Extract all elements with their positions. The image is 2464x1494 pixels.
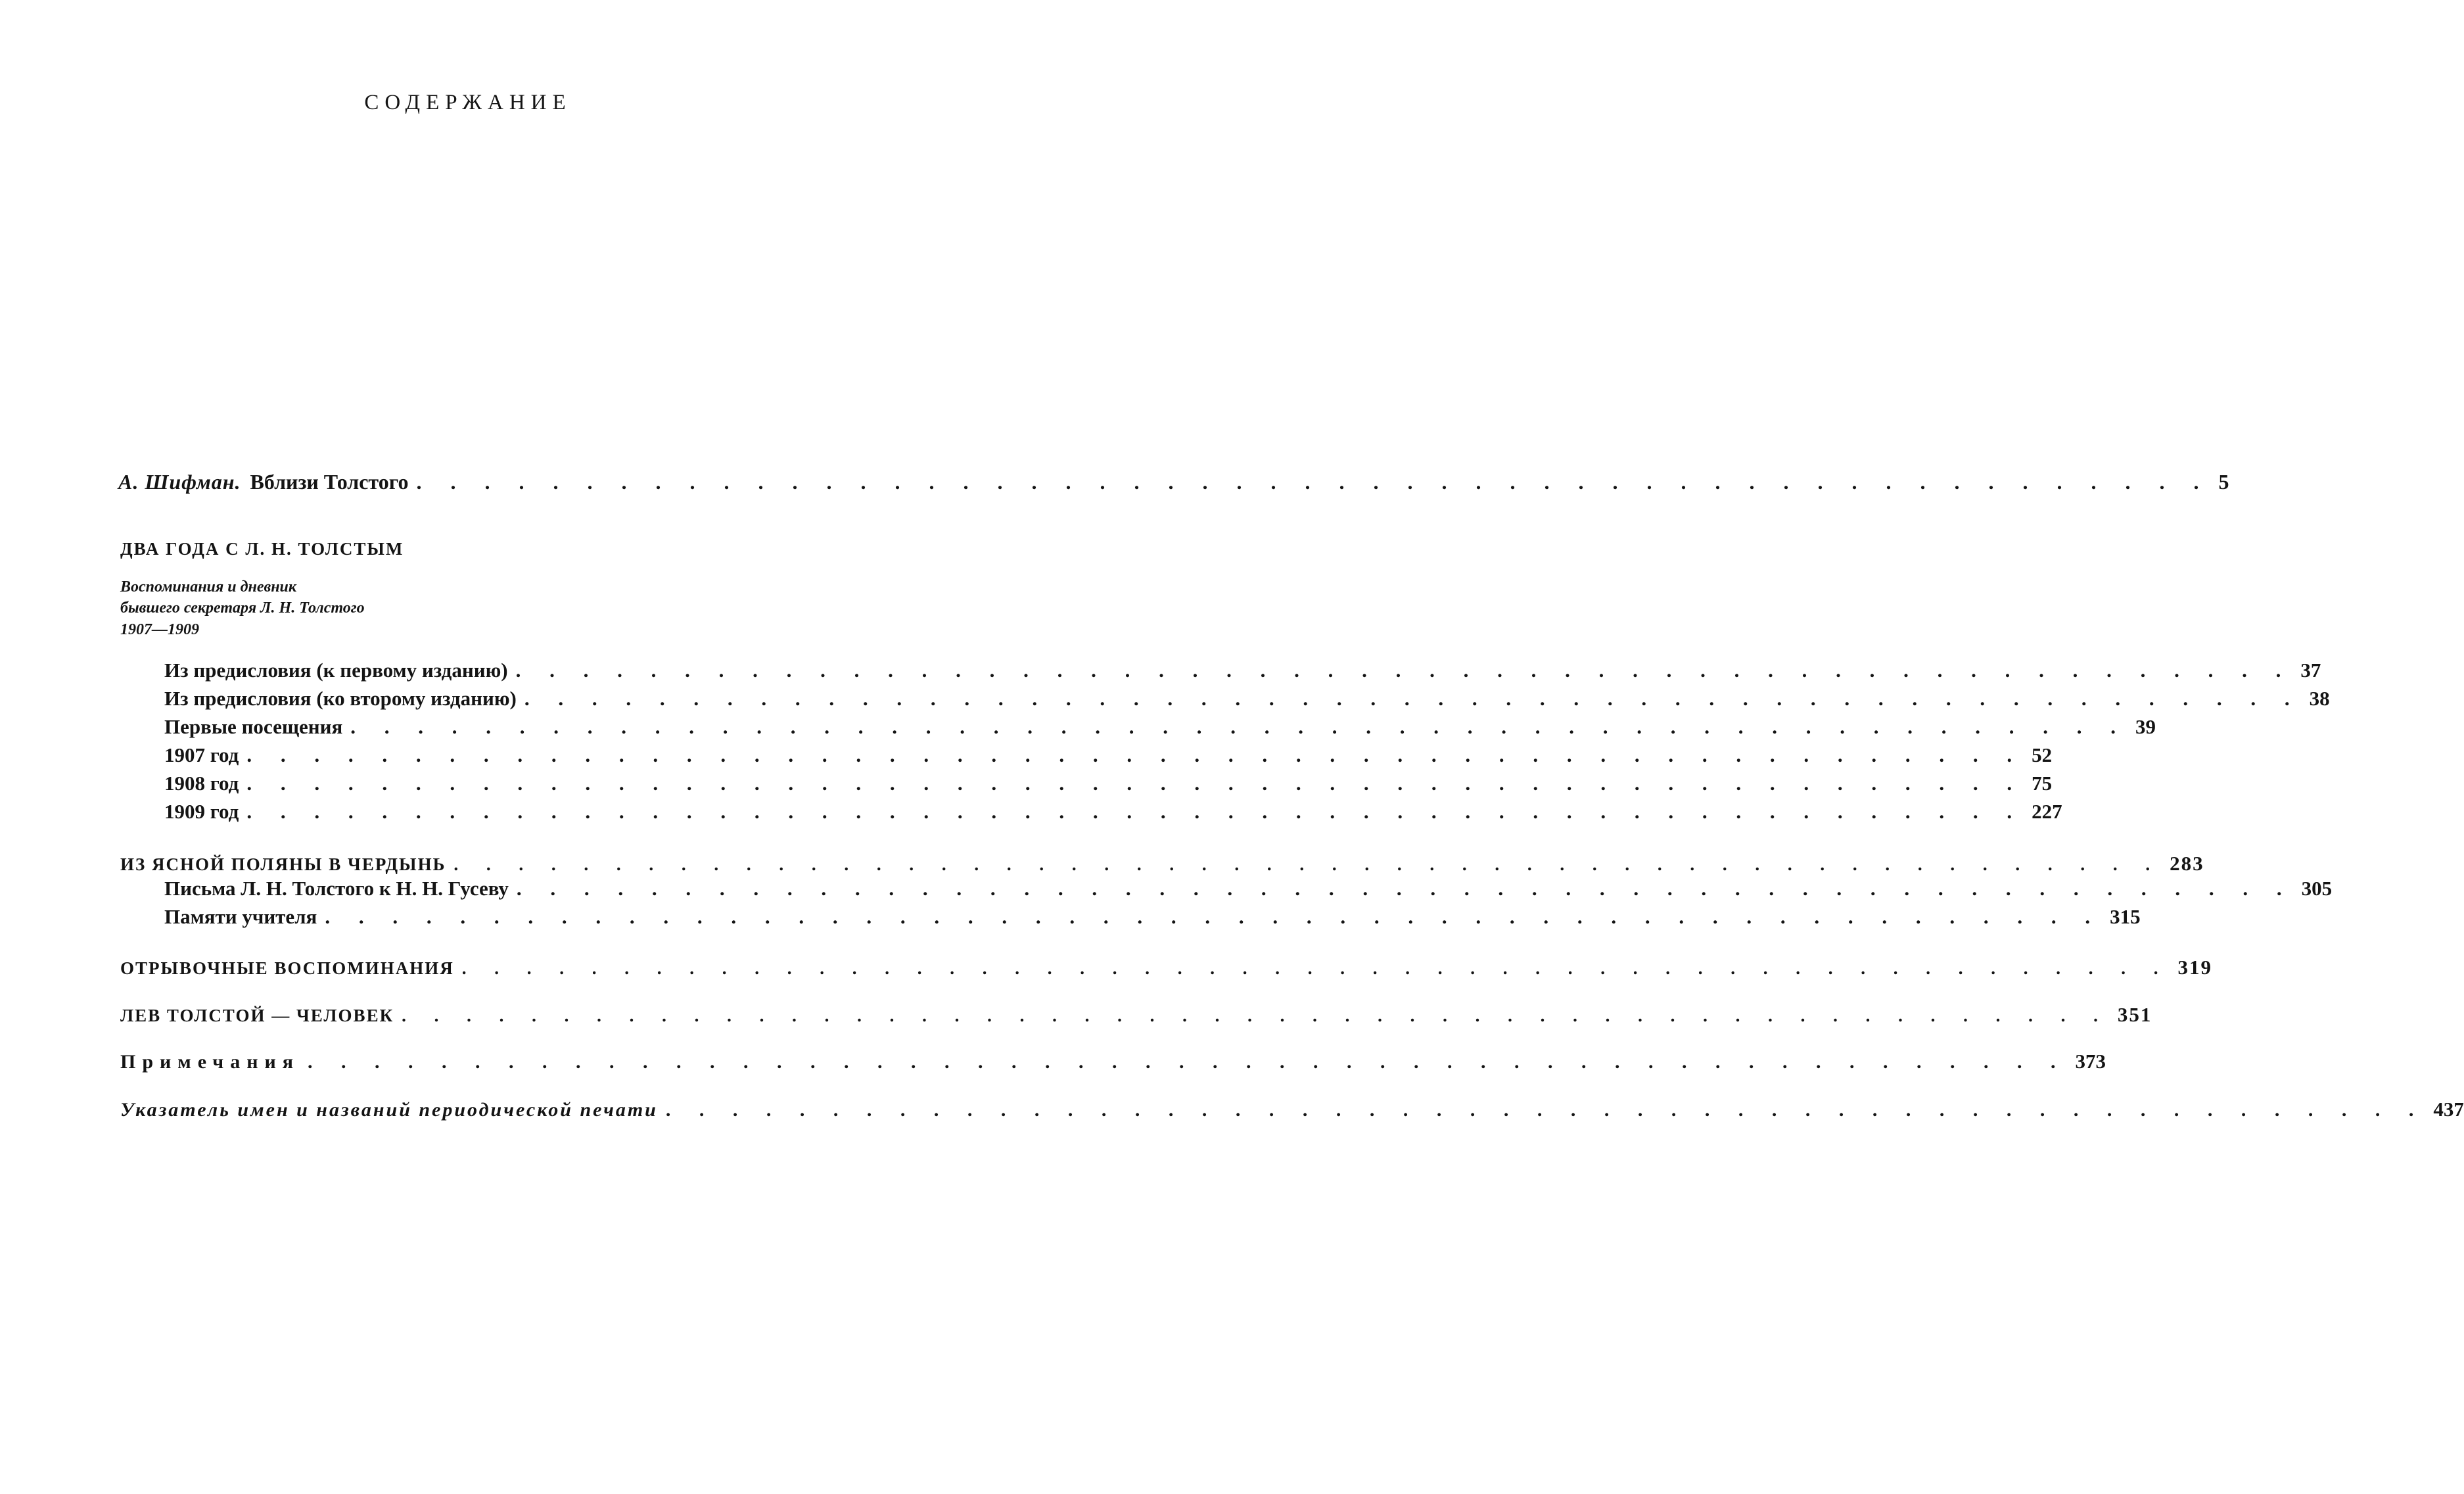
toc-entry-title: 1909 год xyxy=(164,800,239,823)
toc-entry-title: 1908 год xyxy=(164,772,239,795)
page-number: 39 xyxy=(2135,715,2156,738)
toc-entry-title: Из предисловия (ко второму изданию) xyxy=(164,687,517,710)
toc-entry[interactable] xyxy=(164,687,2330,711)
page-number: 38 xyxy=(2309,687,2330,710)
toc-entry[interactable] xyxy=(164,659,2321,682)
toc-entry-title: Указатель имен и названий периодической печати xyxy=(120,1099,658,1121)
dot-leader: . . . . . . . . . . . . . . . . . . . . . . . . . . . . . . . . . . . . . . . . . . . . . . . . . . . . . xyxy=(402,1006,2110,1025)
section-heading-text: ИЗ ЯСНОЙ ПОЛЯНЫ В ЧЕРДЫНЬ xyxy=(120,854,446,874)
toc-entry-section-heading[interactable] xyxy=(120,852,2204,875)
section-heading-text: ДВА ГОДА С Л. Н. ТОЛСТЫМ xyxy=(120,539,404,559)
dot-leader: . . . . . . . . . . . . . . . . . . . . . . . . . . . . . . . . . . . . . . . . . . . . . . . . . . . . . xyxy=(246,772,2024,795)
section-subtitle-line1: Воспоминания и дневник xyxy=(120,578,297,595)
dot-leader: . . . . . . . . . . . . . . . . . . . . . . . . . . . . . . . . . . . . . . . . . . . . . . . . . . . . . xyxy=(516,877,2294,900)
page-number: 315 xyxy=(2110,905,2141,928)
page-number: 5 xyxy=(2218,470,2229,494)
dot-leader: . . . . . . . . . . . . . . . . . . . . . . . . . . . . . . . . . . . . . . . . . . . . . . . . . . . . . xyxy=(246,743,2024,766)
toc-entry-title: Из предисловия (к первому изданию) xyxy=(164,659,508,682)
toc-entry-title: Первые посещения xyxy=(164,715,343,738)
page-number: 373 xyxy=(2075,1050,2106,1073)
page-number: 319 xyxy=(2177,956,2213,979)
dot-leader: . . . . . . . . . . . . . . . . . . . . . . . . . . . . . . . . . . . . . . . . . . . . . . . . . . . . . xyxy=(515,659,2293,682)
toc-entry-intro[interactable] xyxy=(118,470,2229,494)
dot-leader: . . . . . . . . . . . . . . . . . . . . . . . . . . . . . . . . . . . . . . . . . . . . . . . . . . . . . xyxy=(350,715,2127,738)
toc-entry-author: А. Шифман. xyxy=(118,470,241,494)
toc-entry[interactable] xyxy=(164,715,2156,739)
dot-leader: . . . . . . . . . . . . . . . . . . . . . . . . . . . . . . . . . . . . . . . . . . . . . . . . . . . . . xyxy=(524,687,2302,710)
toc-entry-title: Вблизи Толстого xyxy=(250,470,409,494)
toc-entry[interactable] xyxy=(164,905,2141,929)
page-number: 37 xyxy=(2300,659,2321,682)
page-number: 305 xyxy=(2301,877,2333,900)
toc-entry-notes[interactable] xyxy=(120,1050,2106,1073)
page-number: 52 xyxy=(2032,743,2053,766)
dot-leader: . . . . . . . . . . . . . . . . . . . . . . . . . . . . . . . . . . . . . . . . . . . . . . . . . . . . . xyxy=(461,958,2170,978)
dot-leader: . . . . . . . . . . . . . . . . . . . . . . . . . . . . . . . . . . . . . . . . . . . . . . . . . . . . . xyxy=(308,1051,2068,1073)
section-subtitle-years: 1907—1909 xyxy=(120,621,199,638)
toc-entry-title: 1907 год xyxy=(164,743,239,766)
dot-leader: . . . . . . . . . . . . . . . . . . . . . . . . . . . . . . . . . . . . . . . . . . . . . . . . . . . . . xyxy=(665,1099,2426,1121)
dot-leader: . . . . . . . . . . . . . . . . . . . . . . . . . . . . . . . . . . . . . . . . . . . . . . . . . . . . . xyxy=(416,470,2211,494)
page-number: 283 xyxy=(2170,852,2204,875)
toc-entry-title: Письма Л. Н. Толстого к Н. Н. Гусеву xyxy=(164,877,509,900)
section-heading-text: ОТРЫВОЧНЫЕ ВОСПОМИНАНИЯ xyxy=(120,958,454,978)
section-subtitle-line2: бывшего секретаря Л. Н. Толстого xyxy=(120,599,365,617)
page-number: 227 xyxy=(2032,800,2062,823)
dot-leader: . . . . . . . . . . . . . . . . . . . . . . . . . . . . . . . . . . . . . . . . . . . . . . . . . . . . . xyxy=(325,905,2103,928)
page-number: 437 xyxy=(2433,1098,2464,1121)
section-heading-two-years[interactable] xyxy=(120,539,404,559)
section-heading-text: ЛЕВ ТОЛСТОЙ — ЧЕЛОВЕК xyxy=(120,1006,394,1025)
toc-entry-section-heading[interactable] xyxy=(120,1003,2152,1027)
page-title: СОДЕРЖАНИЕ xyxy=(364,91,572,114)
dot-leader: . . . . . . . . . . . . . . . . . . . . . . . . . . . . . . . . . . . . . . . . . . . . . . . . . . . . . xyxy=(246,800,2024,823)
page-number: 75 xyxy=(2032,772,2053,795)
page-number: 351 xyxy=(2117,1003,2152,1026)
dot-leader: . . . . . . . . . . . . . . . . . . . . . . . . . . . . . . . . . . . . . . . . . . . . . . . . . . . . . xyxy=(453,854,2162,874)
toc-entry-index[interactable] xyxy=(120,1098,2464,1121)
toc-entry[interactable] xyxy=(164,800,2062,824)
toc-entry[interactable] xyxy=(164,877,2333,900)
toc-entry-section-heading[interactable] xyxy=(120,956,2213,979)
toc-entry[interactable] xyxy=(164,743,2053,767)
toc-entry-title: Памяти учителя xyxy=(164,905,317,928)
toc-entry[interactable] xyxy=(164,772,2053,795)
toc-entry-title: Примечания xyxy=(120,1051,300,1073)
